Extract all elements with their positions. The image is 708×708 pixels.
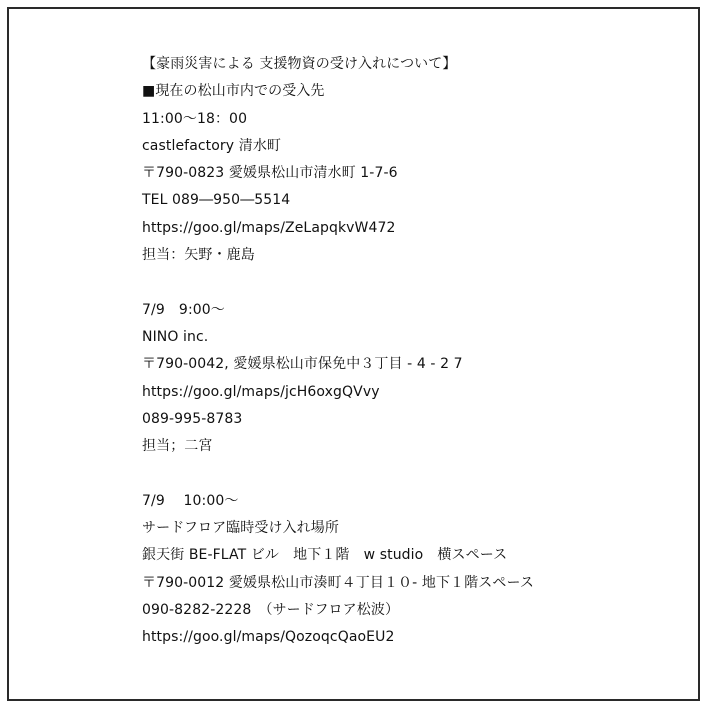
- section2-name: NINO inc.: [142, 328, 209, 345]
- section2-map-link[interactable]: https://goo.gl/maps/jcH6oxgQVvy: [142, 383, 380, 400]
- section2-date-time: 7/9 9:00〜: [142, 301, 225, 318]
- section3-tel: 090-8282-2228 （サードフロア松波）: [142, 601, 400, 618]
- section3-location: 銀天街 BE-FLAT ビル 地下１階 w studio 横スペース: [142, 547, 508, 564]
- section-spacer: [142, 269, 662, 296]
- section3-date-time: 7/9 10:00〜: [142, 492, 239, 509]
- section1-name: castlefactory 清水町: [142, 137, 282, 154]
- section2-contact: 担当；二宮: [142, 438, 213, 455]
- notice-text-block: [142, 51, 662, 652]
- section3-name: サードフロア臨時受け入れ場所: [142, 520, 339, 537]
- section1-tel: TEL 089―950―5514: [142, 192, 291, 209]
- section2-address: 〒790-0042, 愛媛県松山市保免中３丁目 - 4 - 2 7: [142, 356, 463, 373]
- section1-contact: 担当：矢野・鹿島: [142, 247, 255, 264]
- section1-map-link[interactable]: https://goo.gl/maps/ZeLapqkvW472: [142, 219, 396, 236]
- section1-address: 〒790-0823 愛媛県松山市清水町 1-7-6: [142, 165, 398, 182]
- section3-address: 〒790-0012 愛媛県松山市湊町４丁目１０- 地下１階スペース: [142, 574, 534, 591]
- section2-tel: 089-995-8783: [142, 410, 243, 427]
- notice-title: 【豪雨災害による 支援物資の受け入れについて】: [142, 56, 457, 72]
- section1-heading: ■現在の松山市内での受入先: [142, 83, 325, 100]
- section1-hours: 11:00〜18：00: [142, 110, 248, 127]
- section-spacer: [142, 460, 662, 487]
- section3-map-link[interactable]: https://goo.gl/maps/QozoqcQaoEU2: [142, 629, 395, 646]
